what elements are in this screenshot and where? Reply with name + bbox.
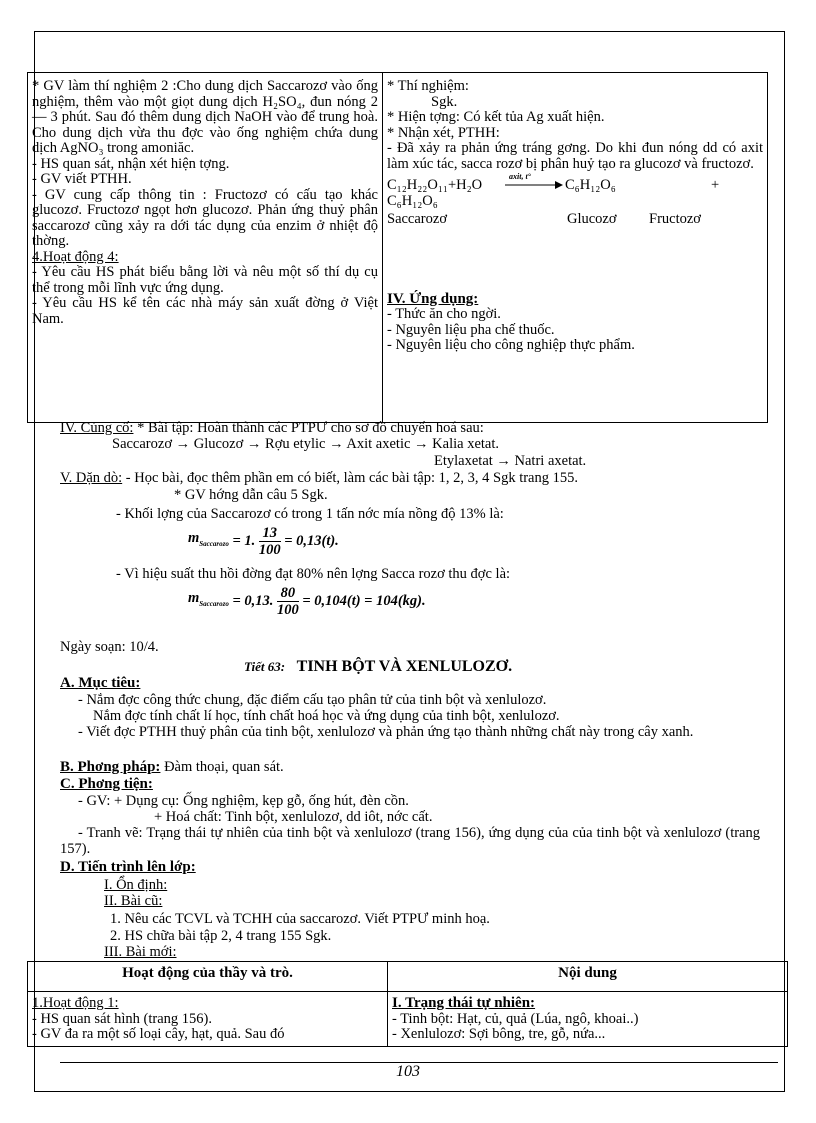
activity-1-line: - HS quan sát hình (trang 156). [32, 1010, 213, 1027]
page-number: 103 [396, 1063, 420, 1080]
formula-1-num: 13 [259, 525, 281, 542]
objective-item: - Viết đợc PTHH thuỷ phân của tinh bột, xenlulozơ và phản ứng tạo thành những chất này trong cây xanh. [78, 724, 694, 740]
applications-request-text: - Yêu cầu HS phát biểu bằng lời và nêu một số thí dụ cụ thể trong mỗi lĩnh vực ứng dụng. [32, 264, 378, 296]
formula-2-m: m [188, 589, 200, 606]
phenomenon-text: * Hiện tợng: Có kết tủa Ag xuất hiện. [387, 109, 605, 125]
mass-line-2: - Vì hiệu suất thu hồi đờng đạt 80% nên lợng Sacca rozơ thu đợc là: [116, 566, 511, 582]
natural-state-heading: I. Trạng thái tự nhiên: [392, 995, 536, 1011]
eq-condition: axit, t° [509, 172, 531, 181]
consolidation-label: IV. Củng cố: [60, 420, 134, 436]
remark-label: * Nhận xét, PTHH: [387, 124, 500, 141]
procedure-old-lesson: II. Bài cũ: [104, 893, 163, 909]
application-item: - Thức ăn cho ngời. [387, 306, 501, 322]
natural-state-item: - Tinh bột: Hạt, củ, quả (Lúa, ngô, khoai..) [392, 1010, 639, 1027]
homework-text: - Học bài, đọc thêm phần em có biết, làm các bài tập: 1, 2, 3, 4 Sgk trang 155. [125, 470, 578, 486]
eq-reactants: C₁₂H₂₂O₁₁+H₂O [387, 177, 483, 193]
method-text: Đàm thoại, quan sát. [164, 759, 284, 775]
consolidation-section [60, 421, 484, 437]
lesson-table-top [27, 72, 768, 423]
mass-line-1: - Khối lợng của Saccarozơ có trong 1 tấn nớc mía nồng độ 13% là: [116, 506, 504, 522]
conversion-chain-2: Etylaxetat → Natri axetat. [434, 453, 587, 469]
lesson-number: Tiết 63: [244, 659, 286, 674]
formula-1-sub: Saccarozo [199, 539, 229, 548]
eq-arrow-icon [505, 180, 563, 190]
prepared-date: Ngày soạn: 10/4. [60, 639, 159, 655]
eq-product: C₆H₁₂O₆ [565, 177, 616, 193]
name-saccharose: Saccarozơ [387, 210, 447, 227]
formula-1-fraction [259, 525, 281, 558]
activity-1-heading: 1.Hoạt động 1: [32, 995, 119, 1011]
objectives-heading: A. Mục tiêu: [60, 675, 141, 691]
applications-heading: IV. Ứng dụng: [387, 290, 479, 307]
application-item: - Nguyên liệu cho công nghiệp thực phẩm. [387, 337, 635, 353]
teacher-activity-cell [28, 73, 383, 423]
procedure-new-lesson: III. Bài mới: [104, 944, 177, 960]
natural-state-item: - Xenlulozơ: Sợi bông, tre, gỗ, nứa... [392, 1026, 606, 1042]
formula-2-den: 100 [276, 602, 299, 618]
lesson-title: TINH BỘT VÀ XENLULOZƠ. [296, 658, 513, 675]
old-lesson-question: 2. HS chữa bài tập 2, 4 trang 155 Sgk. [110, 928, 332, 944]
lesson-table-bottom [27, 961, 788, 1047]
activity-1-line: - GV đa ra một số loại cây, hạt, quả. Sau đó [32, 1026, 285, 1042]
content-cell [383, 73, 768, 423]
formula-1 [188, 525, 339, 561]
compound-names [387, 212, 763, 230]
application-item: - Nguyên liệu pha chế thuốc. [387, 321, 555, 338]
fructose-info-text: - GV cung cấp thông tin : Fructozơ có cấu tạo khác glucozơ. Fructozơ ngọt hơn glucozơ. Phản ứng thuỷ phân saccarozơ cũng xảy ra dới tác dụng của enzim ở nhiệt độ thờng. [32, 186, 378, 249]
formula-1-pre: = 1. [232, 532, 256, 549]
homework-label: V. Dặn dò: [60, 470, 123, 486]
formula-1-m: m [188, 529, 200, 546]
write-eq-text: - GV viết PTHH. [32, 171, 132, 187]
method-section [60, 760, 284, 776]
formula-2-sub: Saccarozo [199, 599, 229, 608]
procedure-stabilize: I. Ổn định: [104, 877, 168, 893]
formula-2-pre: = 0,13. [232, 592, 274, 609]
objective-item: Nắm đợc tính chất lí học, tính chất hoá học và ứng dụng của tinh bột, xenlulozơ. [93, 708, 560, 724]
formula-2-fraction [277, 585, 299, 618]
eq-plus: + [711, 177, 720, 193]
materials-heading: C. Phơng tiện: [60, 776, 153, 792]
formula-2 [188, 585, 426, 621]
name-glucose: Glucozơ [567, 210, 617, 227]
column-header-content: Nội dung [388, 962, 788, 992]
name-fructose: Fructozơ [649, 210, 701, 227]
eq-product-2: C₆H₁₂O₆ [387, 193, 438, 209]
conversion-chain-1: Saccarozơ → Glucozơ → Rợu etylic → Axit axetic → Kalia xetat. [112, 436, 499, 452]
materials-chemicals: + Hoá chất: Tinh bột, xenlulozơ, dd iôt, nớc cất. [154, 809, 433, 825]
remark-text: - Đã xảy ra phản ứng tráng gơng. Do khi đun nóng dd có axit làm xúc tác, sacca rozơ bị phân huỷ tạo ra glucozơ và fructozơ. [387, 140, 763, 172]
homework-guide: * GV hớng dẫn câu 5 Sgk. [174, 487, 328, 503]
activity-4-heading: 4.Hoạt động 4: [32, 248, 119, 265]
method-heading: B. Phơng pháp: [60, 759, 161, 775]
content-cell-2 [388, 992, 788, 1047]
formula-2-num: 80 [277, 585, 299, 602]
factories-request-text: - Yêu cầu HS kể tên các nhà máy sản xuất đờng ở Việt Nam. [32, 295, 378, 327]
objective-item: - Nắm đợc công thức chung, đặc điểm cấu tạo phân tử của tinh bột và xenlulozơ. [78, 692, 547, 708]
consolidation-text: * Bài tập: Hoàn thành các PTPƯ cho sơ đồ chuyển hoá sau: [137, 420, 484, 436]
materials-tools: - GV: + Dụng cụ: Ống nghiệm, kẹp gỗ, ống hút, đèn cồn. [78, 793, 409, 809]
old-lesson-question: 1. Nêu các TCVL và TCHH của saccarozơ. Viết PTPƯ minh hoạ. [110, 911, 490, 927]
formula-1-den: 100 [258, 542, 281, 558]
hydrolysis-equation [387, 172, 763, 194]
homework-section [60, 471, 578, 487]
activity-cell [28, 992, 388, 1047]
observe-text: - HS quan sát, nhận xét hiện tợng. [32, 155, 230, 172]
experiment-value: Sgk. [431, 93, 458, 110]
formula-1-post: = 0,13(t). [284, 532, 339, 549]
formula-2-post: = 0,104(t) = 104(kg). [302, 592, 426, 609]
column-header-activity: Hoạt động của thầy và trò. [28, 962, 388, 992]
experiment-label: * Thí nghiệm: [387, 78, 469, 94]
experiment-2-text: * GV làm thí nghiệm 2 :Cho dung dịch Saccarozơ vào ống nghiệm, thêm vào một giọt dung dịch H₂SO₄, đun nóng 2 — 3 phút. Sau đó thêm dung dịch NaOH vào để trung hoà. Cho dung dịch vừa thu đợc vào ống nghiệm chứa dung dịch AgNO₃ trong amoniăc. [32, 78, 378, 156]
procedure-heading: D. Tiến trình lên lớp: [60, 859, 196, 875]
materials-pictures: - Tranh vẽ: Trạng thái tự nhiên của tinh bột và xenlulozơ (trang 156), ứng dụng của của tinh bột và xenlulozơ (trang 157). [60, 825, 760, 857]
lesson-heading [244, 659, 512, 676]
